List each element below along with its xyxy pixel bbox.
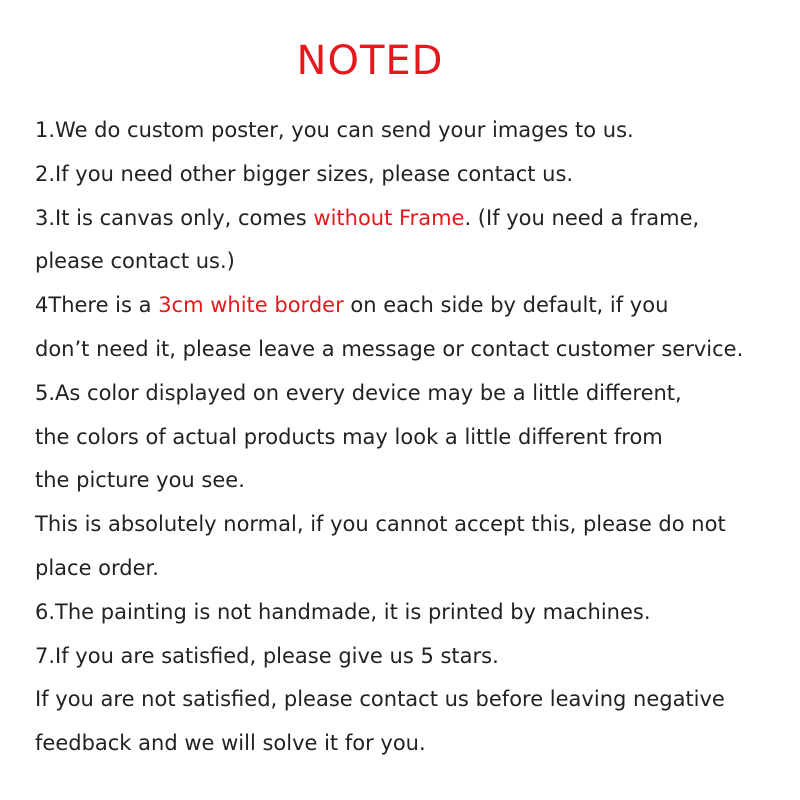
notice-line-1: 1.We do custom poster, you can send your images to us. [35, 118, 634, 142]
notice-line-10: This is absolutely normal, if you cannot accept this, please do not [35, 512, 726, 537]
notice-text: 3.It is canvas only, comes [35, 205, 314, 230]
notice-text: . (If you need a frame, [464, 205, 700, 230]
notice-text: on each side by default, if you [343, 293, 669, 318]
notice-line-8: the colors of actual products may look a little different from [35, 424, 663, 449]
notice-text: 4There is a [35, 293, 159, 318]
notice-line-9: the picture you see. [35, 468, 245, 493]
highlight-without-frame: without Frame [313, 205, 465, 230]
page-title: NOTED [296, 38, 444, 84]
notice-line-6: don’t need it, please leave a message or contact customer service. [35, 336, 744, 361]
highlight-white-border: 3cm white border [158, 293, 344, 318]
notice-line-5 [35, 284, 785, 328]
notice-line-11: place order. [35, 555, 159, 580]
notice-line-7: 5.As color displayed on every device may be a little different, [35, 380, 682, 405]
notice-line-4: please contact us.) [35, 249, 235, 274]
notice-line-3 [35, 197, 785, 241]
notice-line-13: 7.If you are satisfied, please give us 5 stars. [35, 643, 499, 668]
notice-line-14: If you are not satisfied, please contact us before leaving negative [35, 687, 725, 712]
notice-list [35, 109, 785, 766]
notice-line-12: 6.The painting is not handmade, it is printed by machines. [35, 599, 651, 624]
notice-line-15: feedback and we will solve it for you. [35, 731, 426, 756]
notice-line-2: 2.If you need other bigger sizes, please contact us. [35, 161, 574, 186]
